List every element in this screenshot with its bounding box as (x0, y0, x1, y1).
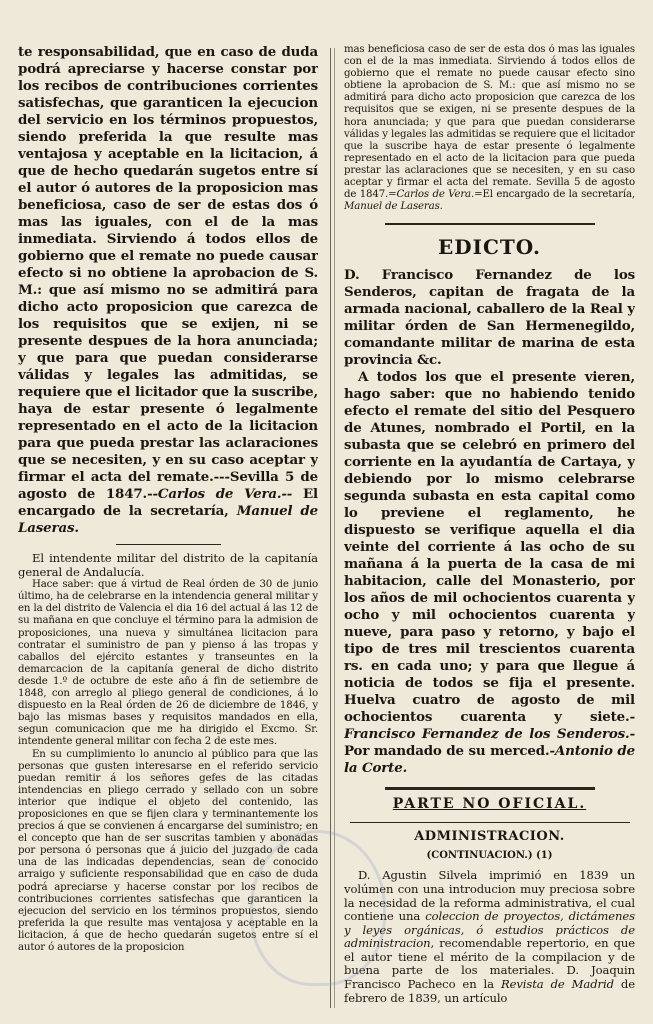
administration-title: ADMINISTRACION. (414, 829, 565, 845)
right-secretary-label: =El encargado de la secretaría, (474, 189, 635, 201)
column-divider (330, 48, 331, 1008)
separator-thick-rule (385, 787, 595, 790)
right-p4-italic-title: coleccion de proyectos, dictámenes y leyes orgánicas, ó estudios prácticos de administracion (344, 909, 635, 951)
left-secretary-label: El encargado de la secretaría, (18, 486, 318, 519)
edict-title: EDICTO. (438, 235, 541, 260)
right-mandate-label: -Por mandado de su merced. (344, 726, 635, 760)
left-paragraph-3: Hace saber: que á virtud de Real órden de 30 de junio último, ha de celebrarse en la intendencia general militar y en la del distrito de Valencia el dia 16 del actual á las 12 de su mañana en que concluye el término para la admision de proposiciones, una nueva y simultánea licitacion para contratar el suministro de pan y pienso á las tropas y caballos del ejército estantes y transeuntes en la demarcacion de la capitanía general de dicho distrito desde 1.º de octubre de este año á fin de setiembre de 1848, con arreglo al pliego general de condiciones, á lo dispuesto en la Real órden de 26 de diciembre de 1846, y bajo las mismas bases y requisitos mandados en ella, segun comunicacion que me ha dirigido el Excmo. Sr. intendente general militar con fecha 2 de este mes. (18, 579, 318, 748)
column-divider-secondary (334, 48, 335, 1008)
right-edict-heading: D. Francisco Fernandez de los Senderos, capitan de fragata de la armada nacional, caballero de la Real y militar órden de San Hermenegildo, comandante militar de marina de esta provincia &c. (344, 267, 635, 369)
right-p4-text-a: D. Agustin Silvela imprimió en 1839 un volúmen con una introducion muy preciosa sobre la necesidad de la reforma administrativa, el cual contiene una (344, 868, 635, 924)
separator-rule-right (385, 223, 595, 225)
section-banner-unofficial: PARTE NO OFICIAL. (392, 796, 587, 813)
right-paragraph-2 (344, 267, 635, 369)
right-column (344, 44, 635, 1016)
right-p4-text-c: de febrero de 1839, un artículo (344, 977, 635, 1005)
continuation-label: (CONTINUACION.) (1) (426, 850, 553, 862)
left-heading-text: El intendente militar del distrito de la capitanía general de Andalucía. (18, 551, 318, 579)
left-paragraph-1 (18, 44, 318, 537)
right-edict-body: A todos los que el presente vieren, hago saber: que no habiendo tenido efecto el remate del sitio del Pesquero de Atunes, nombrado el Portil, en la subasta que se celebró en primero del corriente en la ayudantía de Cartaya, y debiendo por lo mismo celebrarse segunda subasta en esta capital como lo previene el reglamento, he dispuesto se verifique aquella el dia veinte del corriente á las ocho de su mañana á la puerta de la casa de mi habitacion, calle del Monasterio, por los años de mil ochocientos cuarenta y ocho y mil ochocientos cuarenta y nueve, para paso y retorno, y bajo el tipo de tres mil trescientos cuarenta rs. en cada uno; y para que llegue á noticia de todos se fija el presente. Huelva cuatro de agosto de mil ochocientos cuarenta y siete. (344, 369, 635, 726)
left-heading-intendente (18, 552, 318, 579)
separator-rule-banner (350, 822, 630, 823)
right-paragraph-3 (344, 369, 635, 777)
left-paragraph-1-text: te responsabilidad, que en caso de duda podrá apreciarse y hacerse constar por los recibos de contribuciones corrientes satisfechas, que garanticen la ejecucion del servicio en los términos propuestos, siendo preferida la que resulte mas ventajosa y aceptable en la licitacion, á que de hecho quedarán sugetos entre sí el autor ó autores de la proposicion mas beneficiosa, caso de ser de estas dos ó mas las iguales, con el de la mas inmediata. Sirviendo á todos ellos de gobierno que el remate no puede causar efecto si no obtiene la aprobacion de S. M.: que así mismo no se admitirá para dicho acto proposicion que carezca de los requisitos que se exijen, ni se presente despues de la hora anunciada; y que para que puedan considerarse válidas y legales las admitidas, se requiere que el licitador que la suscribe, haya de estar presente ó legalmente representado en el acto de la licitacion para que pueda prestar las aclaraciones que se necesiten, y en su caso aceptar y firmar el acta del remate.---Sevilla 5 de agosto de 1847. (18, 44, 318, 502)
right-p4-italic-revista: Revista de Madrid (500, 977, 614, 992)
right-p4-text-b: , recomendable repertorio, en que el autor tiene el mérito de la compilacion y de buena parte de los materiales. D. Joaquin Francisco Pacheco en la (344, 936, 635, 992)
left-paragraph-4: En su cumplimiento lo anuncio al público para que las personas que gusten interesarse en el referido servicio puedan remitir á los señores gefes de las citadas intendencias en pliego cerrado y sellado con un sobre interior que indique el objeto del contenido, las proposiciones en que se fijen clara y terminantemente los precios á que se convienen á encargarse del suministro; en el concepto que han de ser suscritas tambien y abonadas por persona ó personas que á juicio del juzgado de cada una de las indicadas dependencias, sean de conocido arraigo y suficiente responsabilidad que en caso de duda podrá apreciarse y hacerse constar por los recibos de contribuciones corrientes satisfechas que garanticen la ejecucion del servicio en los términos propuestos, siendo preferida la que resulte mas ventajosa y aceptable en la licitacion, á que de hecho quedarán sugetos entre sí el autor ó autores de la proposicion (18, 748, 318, 953)
left-column (18, 44, 318, 1016)
right-signature-laseras: Manuel de Laseras. (344, 201, 443, 213)
right-paragraph-1 (344, 44, 635, 213)
right-signature-vera: =Carlos de Vera. (388, 189, 475, 201)
left-signature-laseras: Manuel de Laseras. (18, 503, 318, 536)
separator-rule (116, 544, 221, 545)
right-signature-corte: -Antonio de la Corte. (344, 743, 635, 777)
right-paragraph-4 (344, 869, 635, 1005)
right-paragraph-1-text: mas beneficiosa caso de ser de esta dos ó mas las iguales con el de la mas inmediata. Sirviendo á todos ellos de gobierno que el remate no puede causar efecto sino obtiene la aprobacion de S. M.: que así mismo no se admitirá para dicho acto proposicion que carezca de los requisitos que se exigen, ni se presente despues de la hora anunciada; y que para que puedan considerarse válidas y legales las admitidas se requiere que el licitador que la suscribe haya de estar presente ó legalmente representado en el acto de la licitacion para que pueda prestar las aclaraciones que se necesiten, y en su caso aceptar y firmar el acta del remate. Sevilla 5 de agosto de 1847. (344, 44, 635, 201)
left-signature-vera: --Carlos de Vera.-- (147, 486, 293, 502)
right-signature-senderos: -Francisco Fernandez de los Senderos. (344, 709, 635, 743)
